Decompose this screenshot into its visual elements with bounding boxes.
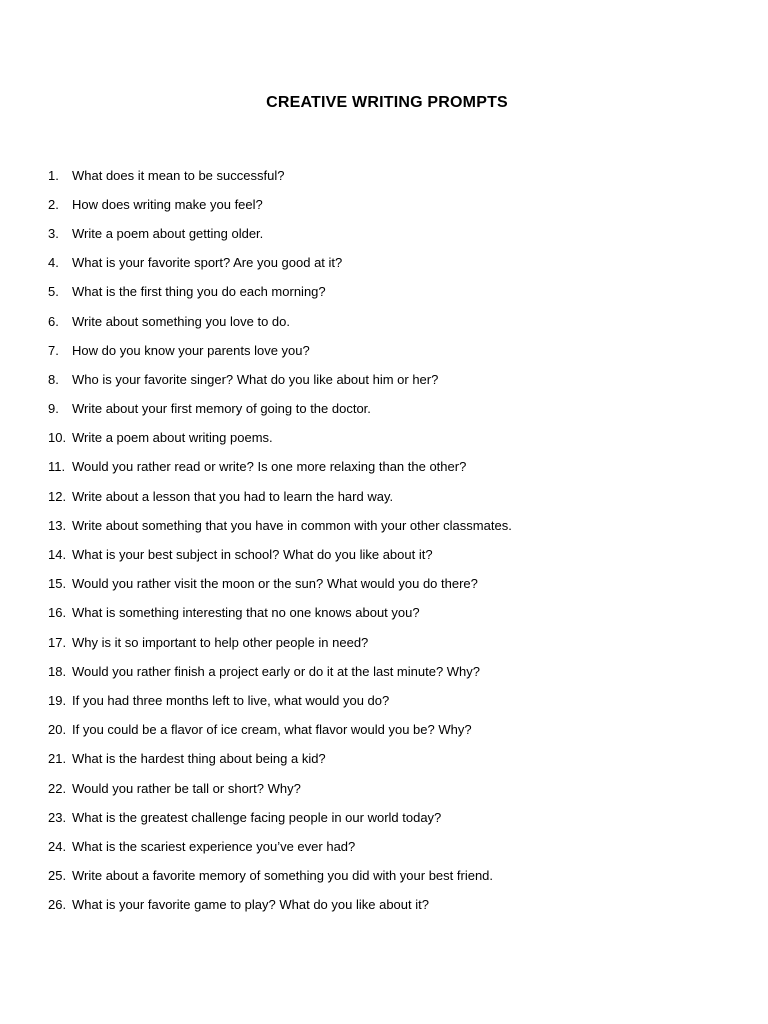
prompt-text: What is the greatest challenge facing people in our world today? [72, 809, 442, 825]
list-item [48, 599, 512, 628]
list-item [48, 774, 512, 803]
list-item [48, 336, 512, 365]
prompt-number: 22. [48, 780, 67, 796]
prompt-number: 9. [48, 401, 59, 417]
prompt-number: 10. [48, 430, 67, 446]
list-item [48, 511, 512, 540]
list-item [48, 365, 512, 394]
prompt-text: Why is it so important to help other people in need? [72, 634, 369, 650]
list-item [48, 395, 512, 424]
prompt-text: If you could be a flavor of ice cream, what flavor would you be? Why? [72, 722, 472, 738]
prompt-text: Write a poem about writing poems. [72, 430, 273, 446]
prompt-number: 4. [48, 255, 59, 271]
list-item [48, 307, 512, 336]
prompt-number: 12. [48, 488, 67, 504]
prompt-text: What is the scariest experience you’ve ever had? [72, 838, 356, 854]
list-item [48, 482, 512, 511]
list-item [48, 570, 512, 599]
list-item [48, 278, 512, 307]
prompt-text: Write a poem about getting older. [72, 225, 264, 241]
list-item [48, 219, 512, 248]
prompt-text: Write about something that you have in common with your other classmates. [72, 517, 512, 533]
list-item [48, 862, 512, 891]
prompt-number: 3. [48, 225, 59, 241]
prompt-text: Would you rather read or write? Is one more relaxing than the other? [72, 459, 467, 475]
prompt-number: 17. [48, 634, 67, 650]
list-item [48, 686, 512, 715]
list-item [48, 745, 512, 774]
prompt-list [48, 161, 512, 920]
list-item [48, 190, 512, 219]
prompt-number: 14. [48, 547, 67, 563]
prompt-number: 21. [48, 751, 67, 767]
prompt-number: 11. [48, 459, 66, 475]
prompt-number: 25. [48, 868, 67, 884]
prompt-text: Would you rather be tall or short? Why? [72, 780, 301, 796]
prompt-number: 20. [48, 722, 67, 738]
prompt-text: What is something interesting that no one knows about you? [72, 605, 420, 621]
prompt-number: 2. [48, 196, 59, 212]
list-item [48, 424, 512, 453]
prompt-text: Who is your favorite singer? What do you like about him or her? [72, 371, 439, 387]
prompt-number: 5. [48, 284, 59, 300]
list-item [48, 249, 512, 278]
prompt-number: 7. [48, 342, 59, 358]
prompt-number: 8. [48, 371, 59, 387]
prompt-text: Write about your first memory of going to the doctor. [72, 401, 371, 417]
prompt-number: 18. [48, 663, 67, 679]
prompt-number: 23. [48, 809, 67, 825]
prompt-text: Write about something you love to do. [72, 313, 290, 329]
prompt-number: 16. [48, 605, 67, 621]
prompt-text: How do you know your parents love you? [72, 342, 310, 358]
prompt-number: 13. [48, 517, 67, 533]
list-item [48, 453, 512, 482]
list-item [48, 803, 512, 832]
list-item [48, 832, 512, 861]
prompt-text: What is your favorite sport? Are you good at it? [72, 255, 343, 271]
prompt-text: What is the hardest thing about being a kid? [72, 751, 326, 767]
list-item [48, 657, 512, 686]
page-title: CREATIVE WRITING PROMPTS [266, 94, 508, 111]
list-item [48, 716, 512, 745]
prompt-text: If you had three months left to live, what would you do? [72, 692, 390, 708]
list-item [48, 628, 512, 657]
list-item [48, 540, 512, 569]
prompt-number: 15. [48, 576, 67, 592]
prompt-text: Write about a lesson that you had to learn the hard way. [72, 488, 394, 504]
prompt-text: Would you rather finish a project early or do it at the last minute? Why? [72, 663, 481, 679]
prompt-text: What is your favorite game to play? What do you like about it? [72, 897, 429, 913]
prompt-text: What is the first thing you do each morning? [72, 284, 326, 300]
prompt-text: What is your best subject in school? What do you like about it? [72, 547, 433, 563]
prompt-number: 19. [48, 692, 67, 708]
list-item [48, 161, 512, 190]
prompt-text: How does writing make you feel? [72, 196, 263, 212]
prompt-text: What does it mean to be successful? [72, 167, 285, 183]
list-item [48, 891, 512, 920]
prompt-number: 26. [48, 897, 67, 913]
prompt-number: 24. [48, 838, 67, 854]
prompt-text: Write about a favorite memory of something you did with your best friend. [72, 868, 494, 884]
prompt-number: 6. [48, 313, 59, 329]
prompt-number: 1. [48, 167, 59, 183]
prompt-text: Would you rather visit the moon or the sun? What would you do there? [72, 576, 478, 592]
